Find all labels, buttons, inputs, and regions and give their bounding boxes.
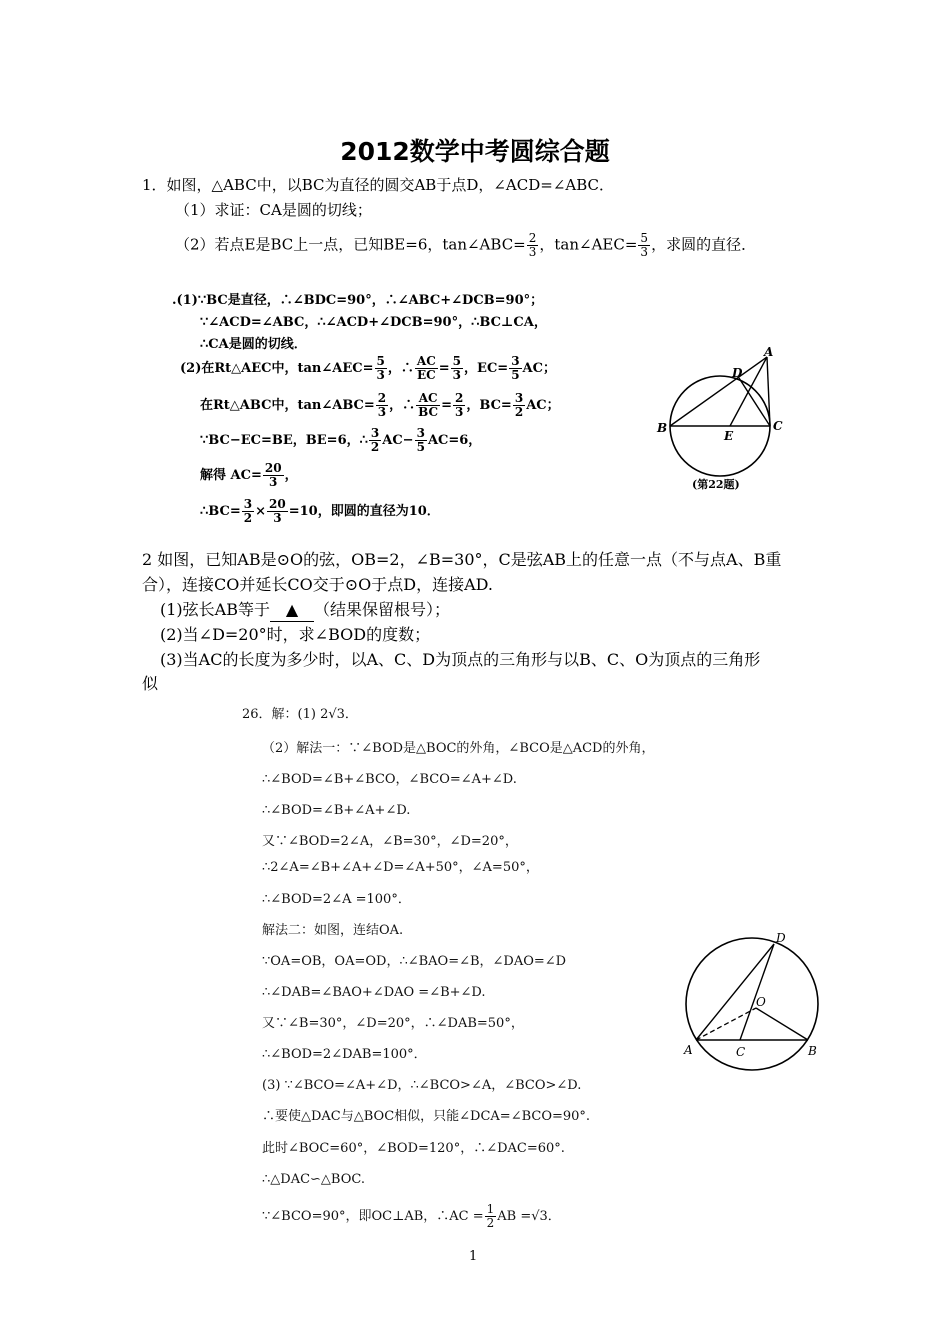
q1-part2-text-c: ，求圆的直径． xyxy=(651,235,757,254)
sol1-line8: ∴BC= $\frac{3}{2}$ × $\frac{20}{3}$ =10，即圆的直径为10． xyxy=(200,497,440,525)
q2-part3: (3)当AC的长度为多少时，以A、C、D为顶点的三角形与以B、C、O为顶点的三角形 xyxy=(160,650,761,669)
figure-2 xyxy=(672,928,832,1078)
sol2-line9: ∵OA=OB，OA=OD，∴∠BAO=∠B，∠DAO=∠D xyxy=(262,954,567,969)
fig2-label-a: A xyxy=(684,1043,693,1057)
fig2-circle xyxy=(686,938,818,1070)
q1-statement: 1．如图，△ABC中，以BC为直径的圆交AB于点D，∠ACD=∠ABC． xyxy=(142,176,615,194)
sol2-line10: ∴∠DAB=∠BAO+∠DAO =∠B+∠D. xyxy=(262,985,486,1000)
q1-part2-text-a: （2）若点E是BC上一点，已知BE=6，tan∠ABC= xyxy=(175,235,526,254)
sol2-line17: ∵∠BCO=90°，即OC⊥AB，∴AC = $\frac{1}{2}$ AB =√3． xyxy=(262,1202,561,1230)
fig1-label-d: D xyxy=(732,366,743,380)
fig2-label-d: D xyxy=(776,931,786,945)
sol2-line13: (3) ∵∠BCO=∠A+∠D，∴∠BCO>∠A，∠BCO>∠D. xyxy=(262,1078,582,1093)
q2-part3-cont: 似 xyxy=(142,674,159,693)
fig2-label-b: B xyxy=(808,1044,817,1058)
q2-part1: (1)弦长AB等于 ▲ （结果保留根号）； xyxy=(160,599,450,622)
sol2-line6: ∴2∠A=∠B+∠A+∠D=∠A+50°，∠A=50°， xyxy=(262,860,539,875)
sol1-line5: 在Rt△ABC中，tan∠ABC= $\frac{2}{3}$ ，∴ $\frac{AC}{BC}$ = $\frac{2}{3}$ ，BC= $\frac{3}{2}$ AC； xyxy=(200,391,560,419)
sol2-line15: 此时∠BOC=60°，∠BOD=120°，∴∠DAC=60°. xyxy=(262,1141,565,1156)
fig1-label-e: E xyxy=(724,429,734,443)
sol2-line4: ∴∠BOD=∠B+∠A+∠D. xyxy=(262,803,411,818)
sol1-line1: .(1)∵BC是直径，∴∠BDC=90°，∴∠ABC+∠DCB=90°； xyxy=(172,293,544,308)
sol1-line4: (2)在Rt△AEC中，tan∠AEC= $\frac{5}{3}$ ，∴ $\frac{AC}{EC}$ = $\frac{5}{3}$ ，EC= $\frac{3}{5}$ AC； xyxy=(180,354,556,382)
fig1-label-c: C xyxy=(773,419,783,433)
q2-line2: 合），连接CO并延长CO交于⊙O于点D，连接AD. xyxy=(142,575,493,594)
sol2-line1: 26．解：(1) 2√3． xyxy=(242,707,358,722)
fig1-label-b: B xyxy=(657,421,668,435)
sol2-line14: ∴要使△DAC与△BOC相似，只能∠DCA=∠BCO=90°. xyxy=(262,1109,591,1124)
sol2-line5: 又∵∠BOD=2∠A，∠B=30°，∠D=20°， xyxy=(262,834,518,849)
answer-blank[interactable]: ▲ xyxy=(270,599,314,622)
sol2-line12: ∴∠BOD=2∠DAB=100°． xyxy=(262,1047,427,1062)
sol2-line2: （2）解法一：∵∠BOD是△BOC的外角，∠BCO是△ACD的外角， xyxy=(262,741,655,756)
sol1-line6: ∵BC−EC=BE，BE=6，∴ $\frac{3}{2}$ AC− $\frac{3}{5}$ AC=6， xyxy=(200,426,482,454)
q2-part2: (2)当∠D=20°时，求∠BOD的度数； xyxy=(160,625,431,644)
q1-frac1: $\frac{2}{3}$ xyxy=(528,231,537,259)
figure-1 xyxy=(650,340,790,500)
sol1-line3: ∴CA是圆的切线． xyxy=(200,337,307,352)
fig2-line-dc xyxy=(740,944,774,1040)
fig1-label-a: A xyxy=(764,345,774,359)
sol2-line7: ∴∠BOD=2∠A =100°． xyxy=(262,892,411,907)
fig2-line-ob xyxy=(756,1008,808,1040)
q1-part2-text-b: ，tan∠AEC= xyxy=(539,235,638,254)
sol2-line8: 解法二：如图，连结OA. xyxy=(262,923,404,938)
fig2-line-ad xyxy=(696,944,774,1040)
q1-frac2: $\frac{5}{3}$ xyxy=(640,231,649,259)
fig2-label-o: O xyxy=(756,995,766,1009)
page-title: 2012数学中考圆综合题 xyxy=(340,137,610,166)
sol1-line7: 解得 AC= $\frac{20}{3}$ ， xyxy=(200,461,298,489)
sol2-line11: 又∵∠B=30°，∠D=20°，∴∠DAB=50°， xyxy=(262,1016,524,1031)
page-number: 1 xyxy=(469,1249,478,1264)
fig2-line-oa xyxy=(696,1008,756,1040)
q1-part1: （1）求证：CA是圆的切线； xyxy=(175,201,372,219)
sol1-line2: ∵∠ACD=∠ABC，∴∠ACD+∠DCB=90°，∴BC⊥CA， xyxy=(200,315,547,330)
q2-line1: 2 如图，已知AB是⊙O的弦，OB=2，∠B=30°，C是弦AB上的任意一点（不与点A、B重 xyxy=(142,550,782,569)
sol2-line16: ∴△DAC∽△BOC. xyxy=(262,1172,365,1187)
fig1-caption: (第22题) xyxy=(692,478,740,491)
sol2-line3: ∴∠BOD=∠B+∠BCO，∠BCO=∠A+∠D. xyxy=(262,772,517,787)
q1-part2 xyxy=(175,232,756,259)
fig2-label-c: C xyxy=(736,1045,746,1059)
